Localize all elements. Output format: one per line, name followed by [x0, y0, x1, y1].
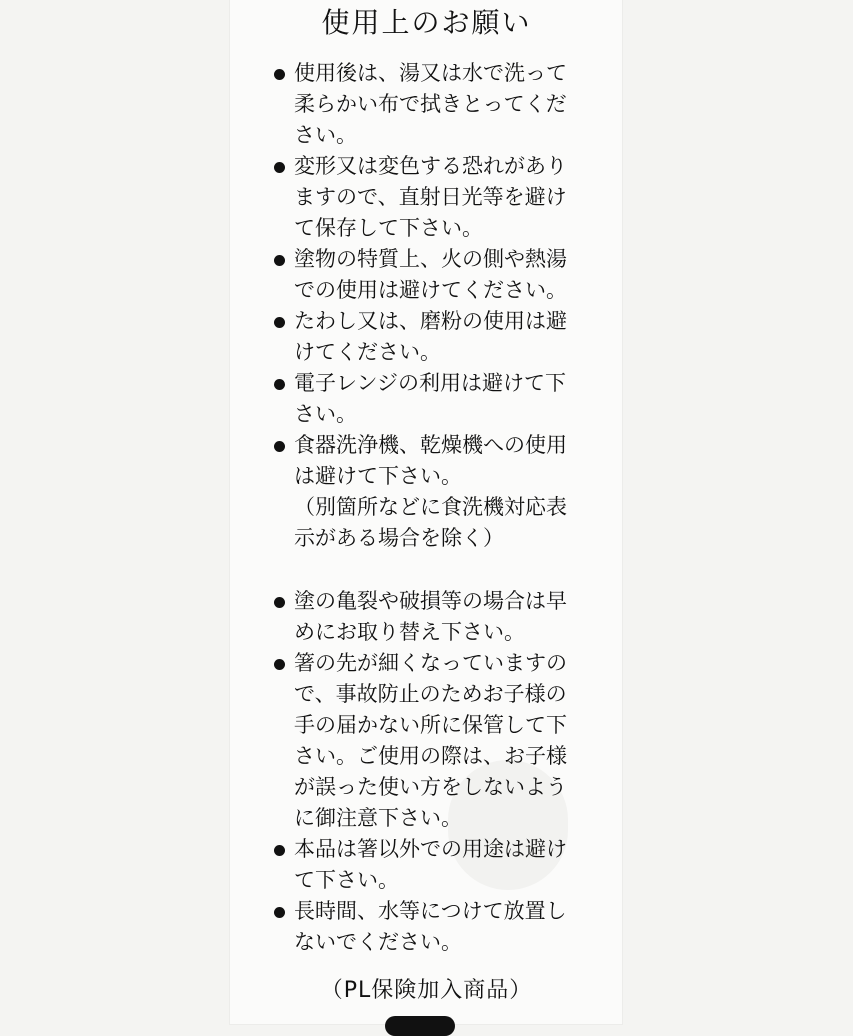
- note-line: 変形又は変色する恐れがあり: [294, 154, 567, 178]
- note-line: に御注意下さい。: [294, 806, 462, 830]
- note-line: 電子レンジの利用は避けて下: [294, 371, 566, 395]
- note-line: 本品は箸以外での用途は避け: [294, 837, 567, 861]
- note-scrubbing: [268, 306, 588, 368]
- bullet-icon: [274, 907, 285, 918]
- note-line: さい。: [294, 123, 357, 147]
- note-line: での使用は避けてください。: [294, 278, 567, 302]
- note-line: 塗物の特質上、火の側や熱湯: [294, 247, 567, 271]
- note-wash: [268, 58, 588, 151]
- bullet-icon: [274, 255, 285, 266]
- note-line: 長時間、水等につけて放置し: [294, 899, 567, 923]
- bullet-icon: [274, 845, 285, 856]
- note-line: さい。: [294, 402, 357, 426]
- pl-insurance-note: （PL保険加入商品）: [320, 978, 533, 1003]
- page-title: 使用上のお願い: [321, 6, 532, 39]
- note-other-use: [268, 834, 588, 896]
- note-line: ないでください。: [294, 930, 462, 954]
- note-line: たわし又は、磨粉の使用は避: [294, 309, 567, 333]
- note-line: が誤った使い方をしないよう: [294, 775, 567, 799]
- note-line: 手の届かない所に保管して下: [294, 713, 567, 737]
- note-line: さい。ご使用の際は、お子様: [294, 744, 567, 768]
- note-line: けてください。: [294, 340, 441, 364]
- bullet-icon: [274, 379, 285, 390]
- bullet-icon: [274, 597, 285, 608]
- note-line: めにお取り替え下さい。: [294, 620, 525, 644]
- bullet-icon: [274, 659, 285, 670]
- note-damage: [268, 586, 588, 648]
- note-line: で、事故防止のためお子様の: [294, 682, 567, 706]
- note-dishwasher: [268, 430, 588, 554]
- note-heat: [268, 244, 588, 306]
- note-storage: [268, 151, 588, 244]
- usage-notes-list: [268, 58, 588, 958]
- note-microwave: [268, 368, 588, 430]
- note-line: て保存して下さい。: [294, 216, 483, 240]
- note-exception: 示がある場合を除く）: [294, 526, 504, 550]
- note-line: 使用後は、湯又は水で洗って: [294, 61, 567, 85]
- note-line: 柔らかい布で拭きとってくだ: [294, 92, 567, 116]
- note-line: ますので、直射日光等を避け: [294, 185, 567, 209]
- spacer: [268, 554, 588, 586]
- note-line: は避けて下さい。: [294, 464, 462, 488]
- bullet-icon: [274, 317, 285, 328]
- bottom-edge-mark: [385, 1016, 455, 1036]
- bullet-icon: [274, 441, 285, 452]
- note-soaking: [268, 896, 588, 958]
- note-line: て下さい。: [294, 868, 399, 892]
- note-exception: （別箇所などに食洗機対応表: [294, 495, 567, 519]
- note-line: 塗の亀裂や破損等の場合は早: [294, 589, 567, 613]
- note-line: 食器洗浄機、乾燥機への使用: [294, 433, 567, 457]
- note-children: [268, 648, 588, 834]
- bullet-icon: [274, 162, 285, 173]
- note-line: 箸の先が細くなっていますの: [294, 651, 567, 675]
- bullet-icon: [274, 69, 285, 80]
